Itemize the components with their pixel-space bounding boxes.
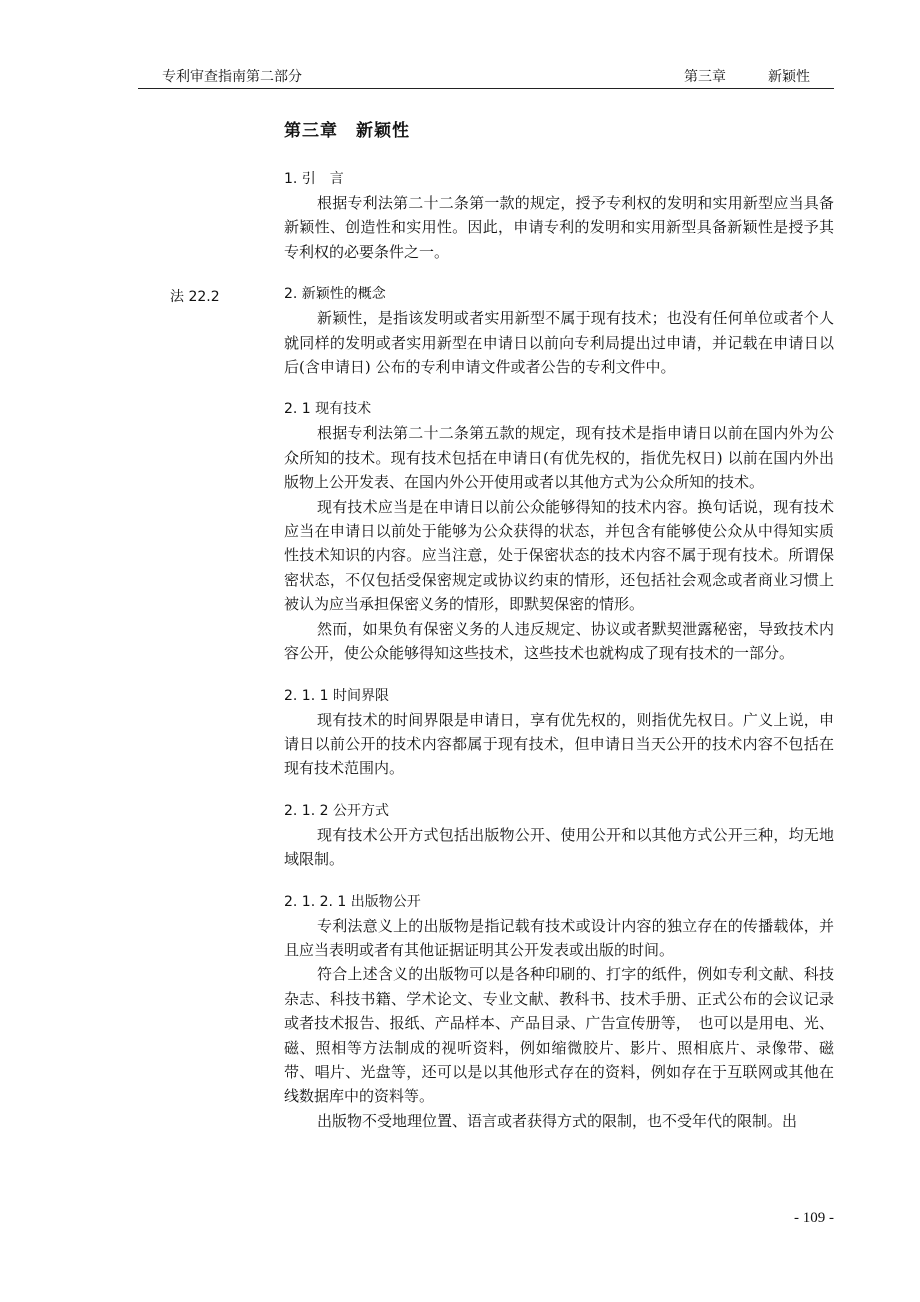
page-header — [138, 60, 834, 89]
paragraph: 现有技术公开方式包括出版物公开、使用公开和以其他方式公开三种，均无地域限制。 — [284, 825, 834, 869]
paragraph: 根据专利法第二十二条第五款的规定，现有技术是指申请日以前在国内外为公众所知的技术。现有技术包括在申请日(有优先权的，指优先权日) 以前在国内外出版物上公开发表、在国内外公开使用或者以其他方式为公众所知的技术。 — [284, 424, 834, 492]
section-heading: 2. 1. 2. 1 出版物公开 — [284, 893, 421, 910]
paragraph: 出版物不受地理位置、语言或者获得方式的限制，也不受年代的限制。出 — [317, 1111, 798, 1130]
section-heading: 2. 1. 1 时间界限 — [284, 687, 389, 704]
page-body — [284, 104, 834, 1133]
header-chapter-title: 新颖性 — [768, 69, 810, 85]
header-chapter: 第三章 — [684, 69, 726, 85]
section-heading: 1. 引 言 — [284, 171, 344, 187]
paragraph: 现有技术的时间界限是申请日，享有优先权的，则指优先权日。广义上说，申请日以前公开的技术内容都属于现有技术，但申请日当天公开的技术内容不包括在现有技术范围内。 — [284, 710, 834, 778]
chapter-title: 第三章 新颖性 — [284, 121, 410, 141]
paragraph: 新颖性，是指该发明或者实用新型不属于现有技术；也没有任何单位或者个人就同样的发明或者实用新型在申请日以前向专利局提出过申请，并记载在申请日以后(含申请日) 公布的专利申请文件或者公告的专利文件中。 — [284, 309, 834, 377]
paragraph: 然而，如果负有保密义务的人违反规定、协议或者默契泄露秘密，导致技术内容公开，使公众能够得知这些技术，这些技术也就构成了现有技术的一部分。 — [284, 619, 834, 663]
margin-law-reference: 法 22.2 — [170, 289, 220, 305]
paragraph: 根据专利法第二十二条第一款的规定，授予专利权的发明和实用新型应当具备新颖性、创造性和实用性。因此，申请专利的发明和实用新型具备新颖性是授予其专利权的必要条件之一。 — [284, 194, 834, 261]
section-heading: 2. 1 现有技术 — [284, 401, 372, 418]
paragraph: 符合上述含义的出版物可以是各种印刷的、打字的纸件，例如专利文献、科技杂志、科技书籍、学术论文、专业文献、教科书、技术手册、正式公布的会议记录或者技术报告、报纸、产品样本、产品目录、广告宣传册等， 也可以是用电、光、磁、照相等方法制成的视听资料，例如缩微胶片、影片、照相底片、录像带、磁带、唱片、光盘等，还可以是以其他形式存在的资料，例如存在于互联网或其他在线数据库中的资料等。 — [284, 965, 834, 1106]
paragraph: 专利法意义上的出版物是指记载有技术或设计内容的独立存在的传播载体，并且应当表明或者有其他证据证明其公开发表或出版的时间。 — [284, 916, 834, 959]
page-number: - 109 - — [794, 1210, 834, 1226]
header-document-title: 专利审查指南第二部分 — [162, 69, 302, 85]
paragraph: 现有技术应当是在申请日以前公众能够得知的技术内容。换句话说，现有技术应当在申请日以前处于能够为公众获得的状态，并包含有能够使公众从中得知实质性技术知识的内容。应当注意，处于保密状态的技术内容不属于现有技术。所谓保密状态，不仅包括受保密规定或协议约束的情形，还包括社会观念或者商业习惯上被认为应当承担保密义务的情形，即默契保密的情形。 — [284, 497, 834, 614]
section-heading: 2. 新颖性的概念 — [284, 286, 386, 303]
section-heading: 2. 1. 2 公开方式 — [284, 802, 389, 819]
